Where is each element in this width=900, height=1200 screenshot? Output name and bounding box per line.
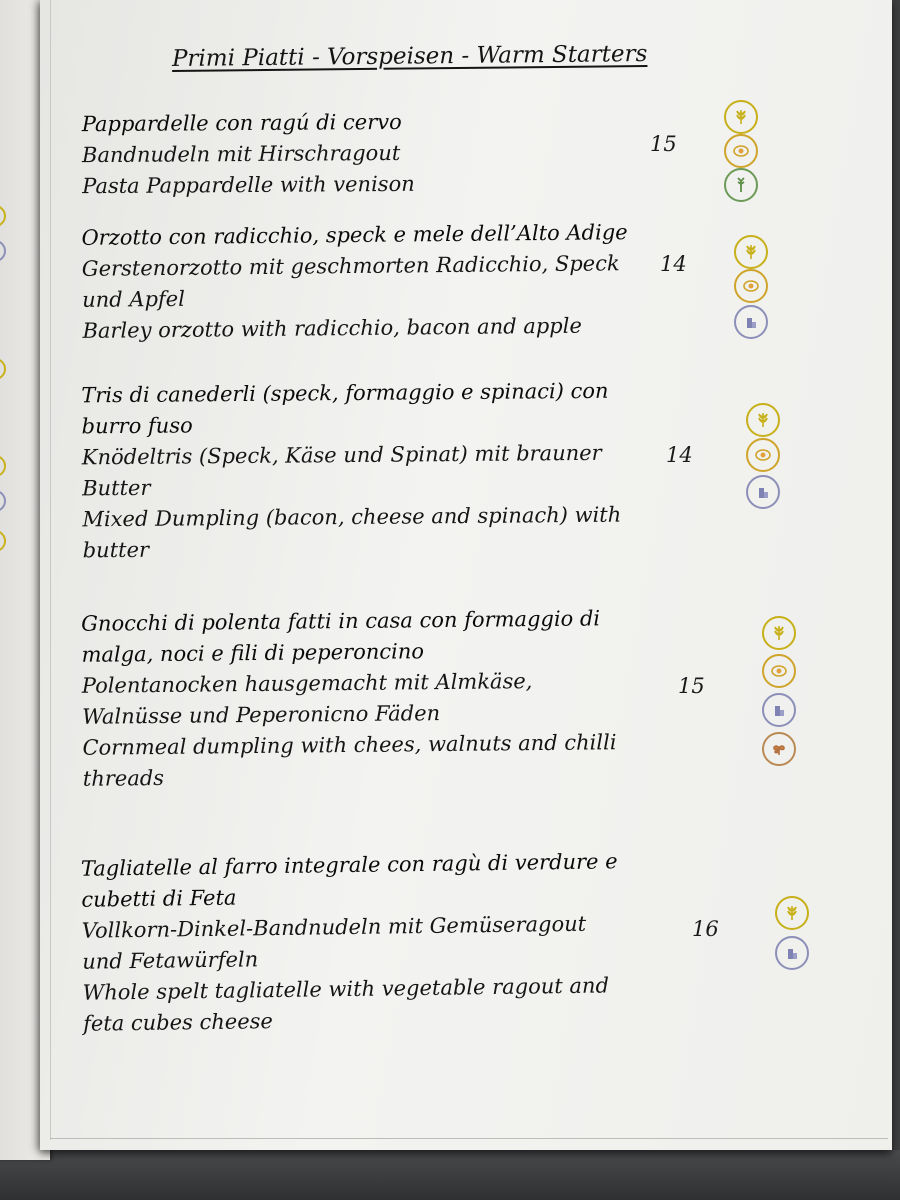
dish-tagliatelle-farro (81, 846, 620, 1039)
celery-icon (724, 168, 758, 202)
wheat-icon (0, 358, 6, 380)
egg-icon (724, 134, 758, 168)
wheat-icon (0, 205, 6, 227)
dish-price: 16 (692, 917, 719, 941)
dish-price: 15 (678, 674, 705, 698)
wheat-icon (775, 896, 809, 930)
dish-pappardelle (82, 107, 415, 202)
dish-name-english: feta cubes cheese (82, 1009, 274, 1036)
dish-name-german: Butter (82, 475, 151, 501)
dish-name-german: und Fetawürfeln (82, 947, 259, 974)
egg-icon (746, 438, 780, 472)
dish-name-english: threads (82, 765, 165, 791)
page-bottom-line (50, 1138, 888, 1139)
wheat-icon (734, 235, 768, 269)
dish-canederli (81, 376, 621, 567)
milk-icon (0, 240, 6, 262)
milk-icon (762, 693, 796, 727)
dish-name-english: Barley orzotto with radicchio, bacon and apple (82, 313, 582, 343)
dish-name-english: Whole spelt tagliatelle with vegetable ragout and (82, 973, 610, 1005)
dish-name-english: Cornmeal dumpling with chees, walnuts and chilli (82, 730, 617, 760)
dish-name-italian: Tagliatelle al farro integrale con ragù di verdure e (80, 849, 618, 881)
dish-name-italian: cubetti di Feta (81, 885, 237, 912)
dish-price: 15 (650, 132, 677, 156)
dish-name-german: Bandnudeln mit Hirschragout (81, 140, 401, 168)
dish-name-italian: malga, noci e fili di peperoncino (81, 639, 425, 667)
dish-name-italian: burro fuso (81, 413, 193, 439)
egg-icon (762, 654, 796, 688)
dish-name-german: Walnüsse und Peperonicno Fäden (82, 701, 441, 729)
dish-name-english: Mixed Dumpling (bacon, cheese and spinach) with (82, 502, 622, 532)
dish-name-german: und Apfel (82, 286, 185, 312)
dish-name-english: butter (82, 537, 150, 563)
dish-name-english: Pasta Pappardelle with venison (82, 171, 415, 199)
egg-icon (734, 269, 768, 303)
dish-name-italian: Orzotto con radicchio, speck e mele dell’Alto Adige (81, 220, 628, 250)
wheat-icon (762, 616, 796, 650)
milk-icon (775, 936, 809, 970)
dish-name-german: Polentanocken hausgemacht mit Almkäse, (81, 669, 533, 698)
dish-price: 14 (666, 443, 693, 467)
dish-name-german: Gerstenorzotto mit geschmorten Radicchio, Speck (81, 251, 620, 281)
wheat-icon (724, 100, 758, 134)
dish-name-italian: Gnocchi di polenta fatti in casa con formaggio di (81, 606, 601, 636)
milk-icon (746, 475, 780, 509)
menu-page (40, 0, 892, 1150)
dish-name-italian: Tris di canederli (speck, formaggio e spinaci) con (81, 378, 609, 408)
dish-orzotto (81, 217, 628, 347)
menu-section-title: Primi Piatti - Vorspeisen - Warm Starters (171, 41, 648, 72)
dish-gnocchi-polenta (81, 603, 617, 795)
wheat-icon (0, 455, 6, 477)
wheat-icon (746, 403, 780, 437)
dish-name-german: Knödeltris (Speck, Käse und Spinat) mit brauner (81, 440, 602, 470)
dish-name-german: Vollkorn-Dinkel-Bandnudeln mit Gemüseragout (81, 911, 587, 943)
wheat-icon (0, 530, 6, 552)
dish-name-italian: Pappardelle con ragú di cervo (81, 109, 402, 137)
page-margin-line (50, 0, 51, 1140)
table-surface (0, 1150, 900, 1200)
mustard-icon (762, 732, 796, 766)
milk-icon (0, 490, 6, 512)
dish-price: 14 (660, 252, 687, 276)
milk-icon (734, 305, 768, 339)
